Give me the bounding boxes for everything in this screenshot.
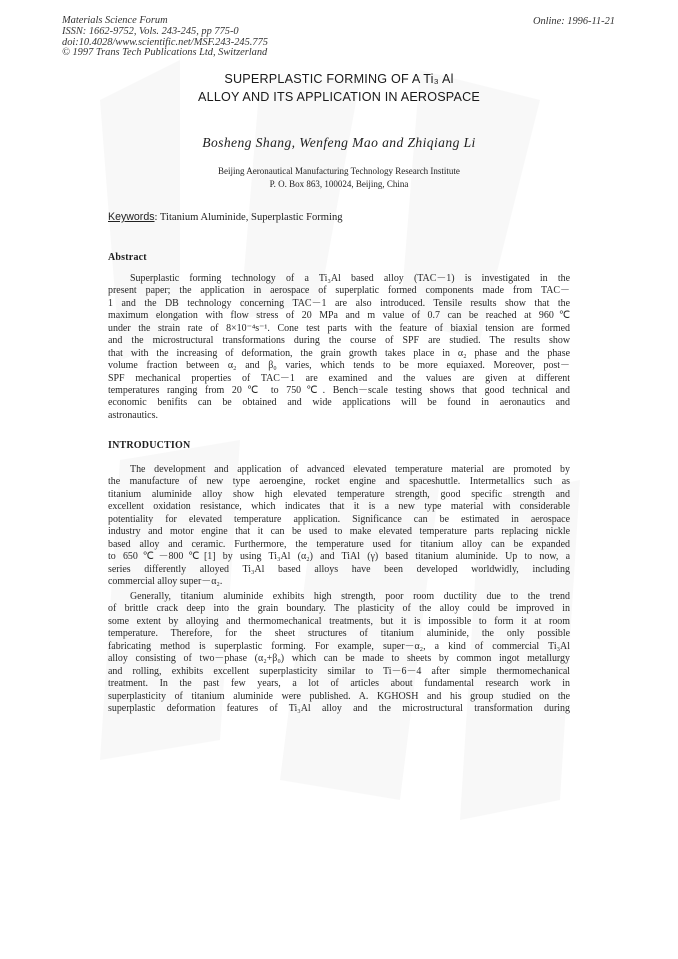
affiliation-line-1: Beijing Aeronautical Manufacturing Technology Research Institute <box>218 166 460 176</box>
abstract-line: SPF mechanical properties of TAC－1 are examined and the values are given at different <box>108 372 570 384</box>
introduction-heading: INTRODUCTION <box>108 440 191 451</box>
intro-line: based alloy and ceramic. Furthermore, the temperature used for titanium alloy can be expanded <box>108 538 570 550</box>
intro-line: of brittle crack deep into the grain boundary. The plasticity of the alloy could be improved in <box>108 603 570 615</box>
abstract-line: temperatures ranging from 20℃ to 750℃. Bench－scale testing shows that good technical and <box>108 384 570 396</box>
intro-line: industry and motor engine that it can be used to make elevated temperature parts replacing nickle <box>108 526 570 538</box>
abstract-line: present paper; the application in aerospace of superplatic formed components made from TAC－ <box>108 285 570 297</box>
affiliation-line-2: P. O. Box 863, 100024, Beijing, China <box>269 178 409 189</box>
affiliation <box>0 165 678 190</box>
copyright-line: © 1997 Trans Tech Publications Ltd, Switzerland <box>62 47 268 59</box>
intro-line: superplastic deformation features of Ti₃Al alloy and the microstructural transformation during <box>108 702 570 714</box>
doi-link[interactable]: doi:10.4028/www.scientific.net/MSF.243-245.775 <box>62 36 268 48</box>
issn-line: ISSN: 1662-9752, Vols. 243-245, pp 775-0 <box>62 25 239 37</box>
intro-line: superplasticity of titanium aluminide were published. A. KGHOSH and his group studied on the <box>108 690 570 702</box>
intro-line: commercial alloy super－α₂. <box>108 575 223 587</box>
title-line-1: SUPERPLASTIC FORMING OF A Ti₃ Al <box>224 72 454 86</box>
introduction-paragraph-1 <box>108 464 570 588</box>
title-line-2: ALLOY AND ITS APPLICATION IN AEROSPACE <box>198 90 480 104</box>
keywords-text: Titanium Aluminide, Superplastic Forming <box>159 212 343 223</box>
author-list: Bosheng Shang, Wenfeng Mao and Zhiqiang Li <box>202 135 476 150</box>
intro-line: temperature. Therefore, for the sheet structures of titanium aluminide, the only possible <box>108 628 570 640</box>
keywords-separator: : <box>154 212 160 223</box>
intro-line: series differently alloyed Ti₃Al based alloys have been developed worldwidly, including <box>108 563 570 575</box>
introduction-paragraph-2 <box>108 591 570 715</box>
paper-title <box>0 70 678 106</box>
intro-line: fabricating method is superplastic forming. For example, super－α₂, a kind of commercial Ti₃Al <box>108 640 570 652</box>
keywords-line <box>108 211 343 223</box>
abstract-line: Superplastic forming technology of a Ti₃Al based alloy (TAC－1) is investigated in the <box>130 273 570 284</box>
online-date: Online: 1996-11-21 <box>532 16 615 27</box>
abstract-line: volume fraction between α₂ and β₀ varies, which tends to be more equiaxed. Moreover, post－ <box>108 360 570 372</box>
intro-line: Generally, titanium aluminide exhibits high strength, poor room ductility due to the trend <box>130 591 570 602</box>
abstract-line: economic benifits can be obtained and wide applications will be found in aeronautics and <box>108 397 570 409</box>
intro-line: to 650℃－800℃[1] by using Ti₃Al (α₂) and TiAl (γ) based titanium aluminide. Up to now, a <box>108 551 570 563</box>
abstract-heading: Abstract <box>108 252 147 263</box>
abstract-line: maximum elongation with flow stress of 20 MPa and m value of 0.7 can be reached at 960℃ <box>108 310 570 322</box>
abstract-line: under the strain rate of 8×10⁻⁴s⁻¹. Cone test parts with the feature of biaxial tension are formed <box>108 322 570 334</box>
abstract-line: astronautics. <box>108 409 158 421</box>
intro-line: The development and application of advanced elevated temperature material are promoted by <box>130 464 570 475</box>
abstract-body <box>108 273 570 422</box>
keywords-label: Keywords <box>108 211 155 223</box>
intro-line: treatment. In the past few years, a lot of articles about fundamental research work in <box>108 678 570 690</box>
abstract-line: and the microstructural transformations during the course of SPF are studied. The results show <box>108 335 570 347</box>
journal-header <box>62 16 392 59</box>
abstract-line: 1 and the DB technology concerning TAC－1 are also introduced. Tensile results show that the <box>108 297 570 309</box>
abstract-line: that with the increasing of deformation, the grain growth takes place in α₂ phase and the phase <box>108 347 570 359</box>
intro-line: some extent by alloying and thermomechanical treatments, but it is impossible to form it at room <box>108 615 570 627</box>
intro-line: alloy consisting of two－phase (α₂+β₀) which can be made to sheets by common ingot metallurgy <box>108 653 570 665</box>
intro-line: excellent oxidation resistance, which indicates that it is a new type material with considerable <box>108 501 570 513</box>
intro-line: the manufacture of new type aeroengine, rocket engine and spaceshuttle. Intermetallics such as <box>108 476 570 488</box>
intro-line: titanium aluminide alloy show high elevated temperature strength, good specific strength and <box>108 488 570 500</box>
journal-name: Materials Science Forum <box>62 15 168 26</box>
intro-line: potentiality for elevated temperature application. Significance can be estimated in aerospace <box>108 513 570 525</box>
intro-line: and rolling, exhibits excellent superplasticity similar to Ti－6－4 after simple thermomechanical <box>108 665 570 677</box>
